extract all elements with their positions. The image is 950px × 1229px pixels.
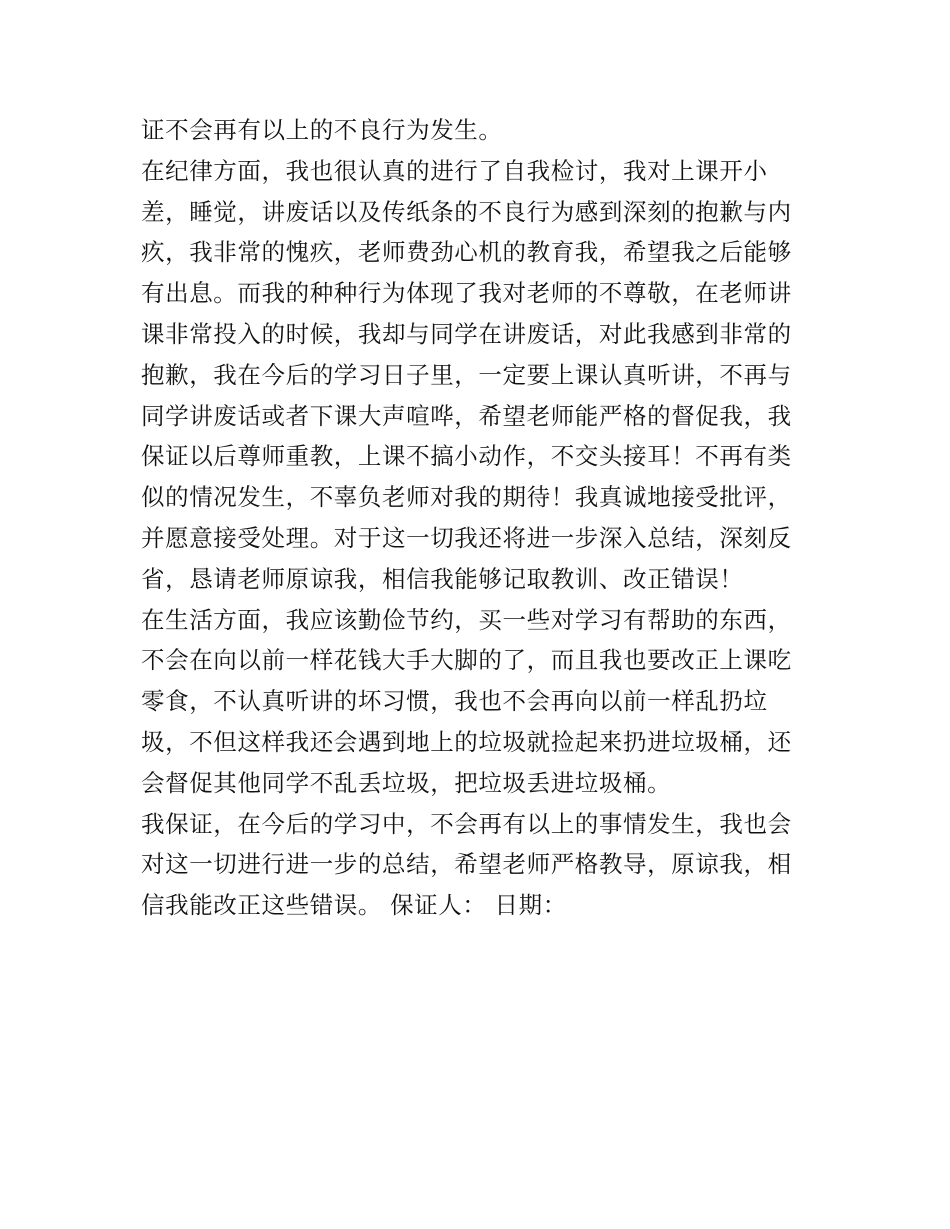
text-line: 圾，不但这样我还会遇到地上的垃圾就捡起来扔进垃圾桶，还 (141, 727, 792, 756)
text-line: 差，睡觉，讲废话以及传纸条的不良行为感到深刻的抱歉与内 (141, 197, 792, 226)
text-line: 我保证，在今后的学习中，不会再有以上的事情发生，我也会 (141, 809, 792, 838)
text-line: 证不会再有以上的不良行为发生。 (141, 116, 503, 144)
text-line: 课非常投入的时候，我却与同学在讲废话，对此我感到非常的 (141, 319, 792, 348)
text-line: 似的情况发生，不辜负老师对我的期待！我真诚地接受批评， (141, 483, 792, 512)
text-line: 对这一切进行进一步的总结，希望老师严格教导，原谅我，相 (141, 850, 792, 879)
text-line: 零食，不认真听讲的坏习惯，我也不会再向以前一样乱扔垃 (141, 687, 768, 716)
text-line: 在纪律方面，我也很认真的进行了自我检讨，我对上课开小 (141, 156, 768, 185)
text-line: 省，恳请老师原谅我，相信我能够记取教训、改正错误！ (141, 564, 744, 593)
text-line: 在生活方面，我应该勤俭节约，买一些对学习有帮助的东西， (141, 605, 792, 634)
text-line: 并愿意接受处理。对于这一切我还将进一步深入总结，深刻反 (141, 523, 792, 552)
text-line: 信我能改正这些错误。 保证人： 日期： (141, 891, 567, 920)
document-body (141, 110, 821, 926)
text-line: 疚，我非常的愧疚，老师费劲心机的教育我，希望我之后能够 (141, 238, 792, 267)
text-line: 同学讲废话或者下课大声喧哗，希望老师能严格的督促我，我 (141, 401, 792, 430)
text-line: 不会在向以前一样花钱大手大脚的了，而且我也要改正上课吃 (141, 646, 792, 675)
text-line: 有出息。而我的种种行为体现了我对老师的不尊敬，在老师讲 (141, 279, 792, 308)
text-line: 会督促其他同学不乱丢垃圾，把垃圾丢进垃圾桶。 (141, 768, 672, 797)
text-line: 保证以后尊师重教，上课不搞小动作，不交头接耳！不再有类 (141, 442, 792, 471)
text-line: 抱歉，我在今后的学习日子里，一定要上课认真听讲，不再与 (141, 360, 792, 389)
